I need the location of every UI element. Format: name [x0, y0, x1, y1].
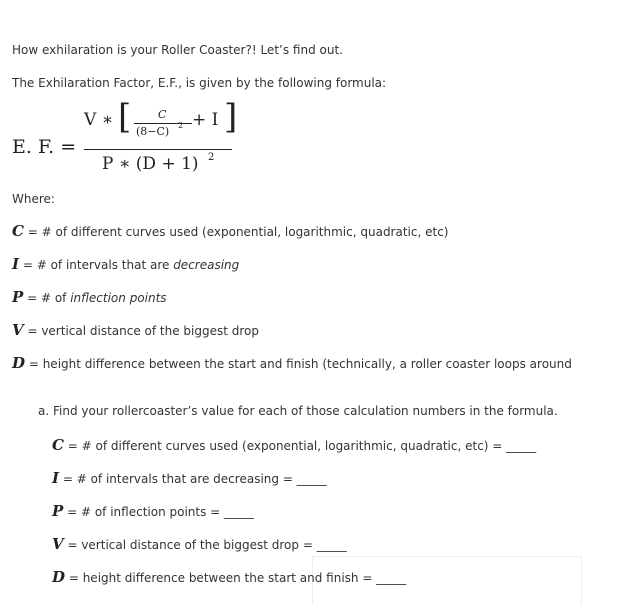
small-fraction-bar	[134, 123, 192, 124]
definition-i: I = # of intervals that are decreasing	[12, 255, 240, 273]
answer-d: D = height difference between the start and finish = _____	[52, 568, 407, 586]
definition-v: V = vertical distance of the biggest drop	[12, 321, 260, 339]
definition-d: D = height difference between the start and finish (technically, a roller coaster loops around	[12, 354, 572, 372]
formula-lhs: E. F. =	[12, 136, 77, 158]
answer-c: C = # of different curves used (exponential, logarithmic, quadratic, etc) = _____	[52, 436, 537, 454]
answer-v: V = vertical distance of the biggest drop = _____	[52, 535, 347, 553]
formula-den: P ∗ (D + 1)	[102, 154, 199, 174]
answer-p: P = # of inflection points = _____	[52, 502, 255, 520]
formula-num-v: V ∗	[84, 110, 114, 130]
formula-num-c-den-exp: 2	[178, 121, 184, 130]
formula-intro-text: The Exhilaration Factor, E.F., is given by the following formula:	[12, 76, 387, 90]
where-label: Where:	[12, 192, 55, 206]
definition-c: C = # of different curves used (exponential, logarithmic, quadratic, etc)	[12, 222, 449, 240]
right-bracket: ]	[224, 97, 238, 137]
main-fraction-bar	[84, 149, 232, 150]
formula-num-plus-i: + I	[192, 110, 219, 130]
definition-p: P = # of inflection points	[12, 288, 167, 306]
left-bracket: [	[118, 97, 132, 137]
formula-num-c: C	[158, 108, 167, 121]
question-a: a. Find your rollercoaster’s value for each of those calculation numbers in the formula.	[38, 404, 558, 418]
answer-i: I = # of intervals that are decreasing = _____	[52, 469, 327, 487]
exhilaration-formula	[12, 96, 252, 182]
formula-den-exp: 2	[208, 152, 215, 163]
formula-num-c-den: (8−C)	[136, 125, 170, 138]
intro-text: How exhilaration is your Roller Coaster?! Let’s find out.	[12, 43, 343, 57]
